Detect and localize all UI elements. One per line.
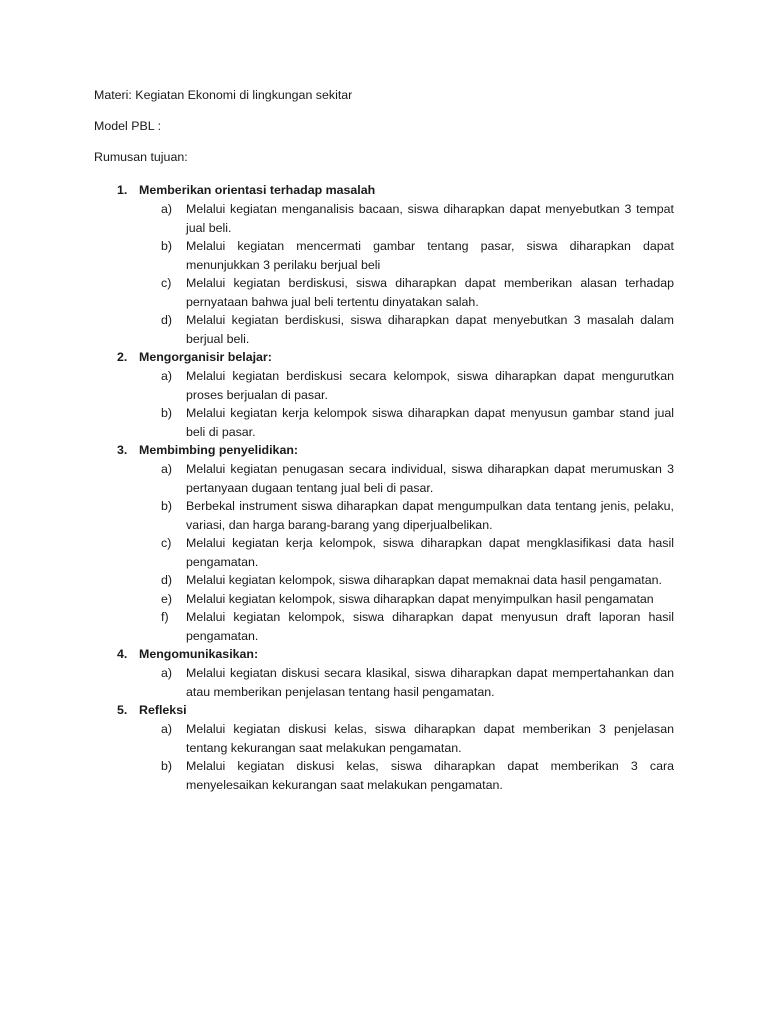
item-letter: a) (161, 369, 173, 383)
section-title: Memberikan orientasi terhadap masalah (139, 183, 376, 197)
section-number: 2. (117, 350, 128, 364)
section-title: Refleksi (139, 703, 187, 717)
section-title: Mengomunikasikan: (139, 647, 259, 661)
item-letter: b) (161, 239, 173, 253)
section-heading (0, 701, 768, 720)
list-item (0, 200, 768, 237)
section-heading (0, 645, 768, 664)
list-item (0, 274, 768, 311)
list-item (0, 497, 768, 534)
rumusan-line: Rumusan tujuan: (94, 150, 188, 164)
item-text: Melalui kegiatan diskusi secara klasikal, siswa diharapkan dapat mempertahankan dan atau memberikan penjelasan tentang hasil pengamatan. (186, 666, 674, 699)
list-item (0, 757, 768, 794)
item-letter: f) (161, 610, 169, 624)
list-item (0, 534, 768, 571)
section-heading (0, 348, 768, 367)
list-item (0, 608, 768, 645)
item-text: Melalui kegiatan kerja kelompok siswa diharapkan dapat menyusun gambar stand jual beli di pasar. (186, 406, 674, 439)
section-title: Mengorganisir belajar: (139, 350, 272, 364)
list-item (0, 571, 768, 590)
item-text: Melalui kegiatan diskusi kelas, siswa diharapkan dapat memberikan 3 penjelasan tentang kekurangan saat melakukan pengamatan. (186, 722, 674, 755)
item-letter: d) (161, 573, 173, 587)
item-letter: e) (161, 591, 173, 606)
item-text: Melalui kegiatan menganalisis bacaan, siswa diharapkan dapat menyebutkan 3 tempat jual beli. (186, 202, 674, 235)
item-letter: a) (161, 666, 173, 680)
item-text: Melalui kegiatan kelompok, siswa diharapkan dapat menyimpulkan hasil pengamatan (186, 591, 654, 606)
model-line: Model PBL : (94, 119, 162, 133)
item-text: Melalui kegiatan berdiskusi, siswa diharapkan dapat menyebutkan 3 masalah dalam berjual beli. (186, 313, 674, 346)
section-title: Membimbing penyelidikan: (139, 443, 299, 457)
item-text: Melalui kegiatan kelompok, siswa diharapkan dapat memaknai data hasil pengamatan. (186, 573, 662, 587)
item-text: Melalui kegiatan diskusi kelas, siswa diharapkan dapat memberikan 3 cara menyelesaikan kekurangan saat melakukan pengamatan. (186, 759, 674, 792)
item-text: Berbekal instrument siswa diharapkan dapat mengumpulkan data tentang jenis, pelaku, variasi, dan harga barang-barang yang diperjualbelikan. (186, 499, 674, 532)
section-number: 5. (117, 703, 128, 717)
item-letter: b) (161, 759, 173, 773)
section-heading (0, 181, 768, 200)
section (0, 181, 768, 348)
item-text: Melalui kegiatan berdiskusi, siswa diharapkan dapat memberikan alasan terhadap pernyataan bahwa jual beli tertentu dinyatakan salah. (186, 276, 674, 309)
item-text: Melalui kegiatan kerja kelompok, siswa diharapkan dapat mengklasifikasi data hasil pengamatan. (186, 536, 674, 569)
item-letter: c) (161, 536, 172, 550)
list-item (0, 590, 768, 609)
section (0, 348, 768, 441)
item-text: Melalui kegiatan kelompok, siswa diharapkan dapat menyusun draft laporan hasil pengamatan. (186, 610, 674, 643)
item-letter: a) (161, 462, 173, 476)
section-heading (0, 441, 768, 460)
list-item (0, 311, 768, 348)
list-item (0, 367, 768, 404)
item-letter: b) (161, 499, 173, 513)
materi-line: Materi: Kegiatan Ekonomi di lingkungan sekitar (94, 88, 353, 102)
item-letter: b) (161, 406, 173, 420)
list-item (0, 664, 768, 701)
item-text: Melalui kegiatan berdiskusi secara kelompok, siswa diharapkan dapat mengurutkan proses berjualan di pasar. (186, 369, 674, 402)
section (0, 701, 768, 794)
section-number: 3. (117, 443, 128, 457)
section-number: 1. (117, 183, 128, 197)
list-item (0, 404, 768, 441)
item-letter: a) (161, 722, 173, 736)
item-letter: c) (161, 276, 172, 290)
objectives-list (0, 181, 768, 794)
item-letter: a) (161, 202, 173, 216)
section (0, 645, 768, 701)
item-text: Melalui kegiatan penugasan secara individual, siswa diharapkan dapat merumuskan 3 pertanyaan dugaan tentang jual beli di pasar. (186, 462, 674, 495)
list-item (0, 237, 768, 274)
list-item (0, 720, 768, 757)
section (0, 441, 768, 645)
item-text: Melalui kegiatan mencermati gambar tentang pasar, siswa diharapkan dapat menunjukkan 3 perilaku berjual beli (186, 239, 674, 272)
item-letter: d) (161, 313, 173, 327)
list-item (0, 460, 768, 497)
section-number: 4. (117, 647, 128, 661)
